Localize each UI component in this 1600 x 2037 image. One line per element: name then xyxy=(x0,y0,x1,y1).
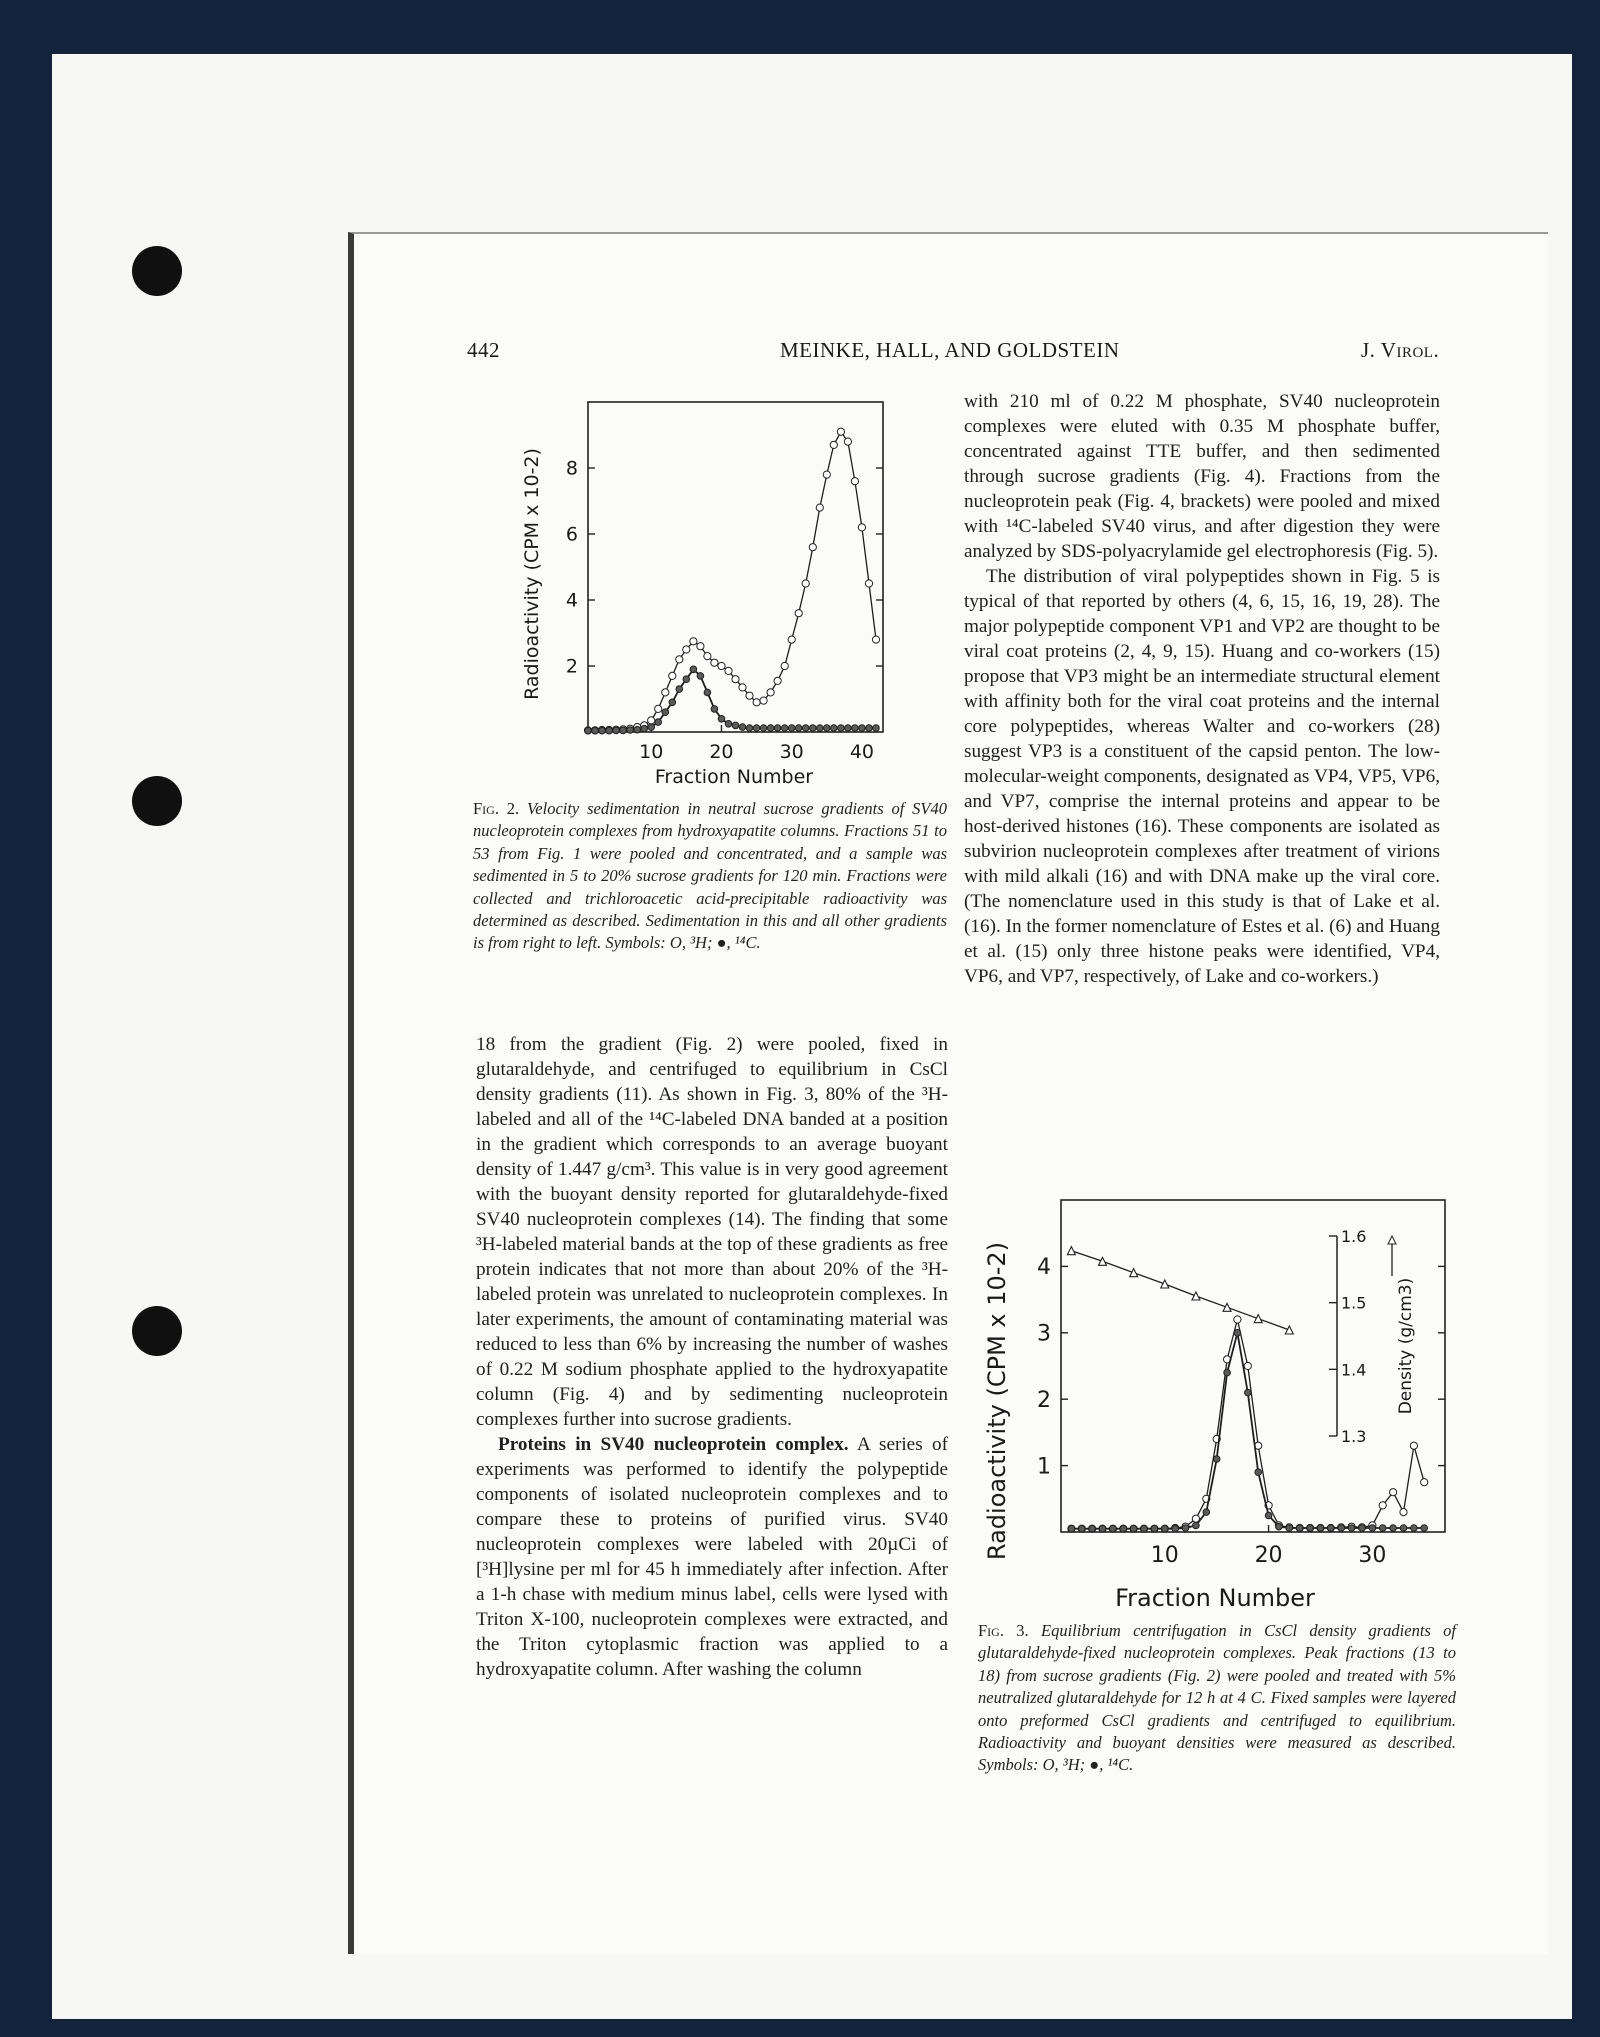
right-column xyxy=(964,389,1440,989)
data-point-14C xyxy=(718,716,725,723)
y-tick-label: 6 xyxy=(565,523,578,546)
data-point-14C xyxy=(739,724,746,731)
y-tick-label: 2 xyxy=(565,655,578,678)
data-point-14C xyxy=(859,725,866,732)
data-point-14C xyxy=(1130,1525,1137,1532)
data-point-14C xyxy=(1182,1525,1189,1532)
data-point-14C xyxy=(1141,1525,1148,1532)
data-point-14C xyxy=(753,725,760,732)
data-point-14C xyxy=(810,725,817,732)
fig3-xlabel: Fraction Number xyxy=(1115,1584,1315,1612)
data-point-14C xyxy=(1151,1525,1158,1532)
data-point-3H xyxy=(1390,1489,1397,1496)
data-point-14C xyxy=(1213,1456,1220,1463)
data-point-14C xyxy=(648,724,655,731)
data-point-3H xyxy=(746,692,753,699)
data-point-3H xyxy=(802,580,809,587)
data-point-3H xyxy=(669,672,676,679)
data-point-3H xyxy=(781,662,788,669)
series-line-3H xyxy=(1071,1320,1424,1529)
data-point-14C xyxy=(1162,1525,1169,1532)
data-point-14C xyxy=(1369,1525,1376,1532)
data-point-14C xyxy=(634,726,641,733)
fig2-caption xyxy=(473,798,947,955)
data-point-3H xyxy=(655,705,662,712)
data-point-14C xyxy=(1099,1525,1106,1532)
data-point-density xyxy=(1192,1292,1200,1300)
data-point-14C xyxy=(1359,1525,1366,1532)
density-tick-label: 1.6 xyxy=(1341,1227,1367,1246)
x-tick-label: 40 xyxy=(849,741,875,763)
data-point-density xyxy=(1254,1315,1262,1323)
x-tick-label: 30 xyxy=(779,741,804,763)
data-point-3H xyxy=(718,662,725,669)
fig3-caption-text: Equilibrium centrifugation in CsCl density gradients of glutaraldehyde-fixed nucleoprotein complexes. Peak fractions (13 to 18) from sucrose gradients (Fig. 2) were pooled and treated with 5% neutralized glutaraldehyde for 12 h at 4 C. Fixed samples were layered onto preformed CsCl gradients and centrifuged to equilibrium. Radioactivity and buoyant densities were measured as described. Symbols: O, ³H; ●, ¹⁴C. xyxy=(978,1621,1457,1775)
density-tick-label: 1.5 xyxy=(1341,1293,1367,1313)
data-point-14C xyxy=(641,725,648,732)
x-tick-label: 10 xyxy=(1150,1543,1179,1568)
x-tick-label: 10 xyxy=(639,741,664,763)
left-column xyxy=(476,1032,948,1682)
data-point-3H xyxy=(753,699,760,706)
punch-hole xyxy=(132,776,182,826)
left-paragraph-1: 18 from the gradient (Fig. 2) were pooled, fixed in glutaraldehyde, and centrifuged to equilibrium in CsCl density gradients (11). As shown in Fig. 3, 80% of the ³H-labeled and all of the ¹⁴C-labeled DNA banded at a position in the gradient which corresponds to an average buoyant density of 1.447 g/cm³. This value is in very good agreement with the buoyant density reported for glutaraldehyde-fixed SV40 nucleoprotein complexes (14). The finding that some ³H-labeled material bands at the top of these gradients as free protein indicates that not more than about 20% of the ³H-labeled protein was unrelated to nucleoprotein complexes. In later experiments, the amount of contaminating material was reduced to less than 6% by increasing the number of washes of 0.22 M sodium phosphate applied to the hydroxyapatite column (Fig. 4) and by sedimenting nucleoprotein complexes further into sucrose gradients. xyxy=(476,1034,948,1430)
x-tick-label: 20 xyxy=(709,741,734,763)
data-point-14C xyxy=(1411,1525,1418,1532)
y-tick-label: 4 xyxy=(565,589,578,612)
density-tick-label: 1.3 xyxy=(1341,1427,1367,1446)
right-paragraph-1: with 210 ml of 0.22 M phosphate, SV40 nucleoprotein complexes were eluted with 0.35 M phosphate buffer, concentrated against TTE buffer, and then sedimented through sucrose gradients (Fig. 4). Fractions from the nucleoprotein peak (Fig. 4, brackets) were pooled and mixed with ¹⁴C-labeled SV40 virus, and after digestion they were analyzed by SDS-polyacrylamide gel electrophoresis (Fig. 5). xyxy=(964,391,1440,562)
fig2-caption-text: Velocity sedimentation in neutral sucrose gradients of SV40 nucleoprotein complexes from hydroxyapatite columns. Fractions 51 to 53 from Fig. 1 were pooled and concentrated, and a sample was sedimented in 5 to 20% sucrose gradients for 120 min. Fractions were collected and trichloroacetic acid-precipitable radioactivity was determined as described. Sedimentation in this and all other gradients is from right to left. Symbols: O, ³H; ●, ¹⁴C. xyxy=(473,799,947,953)
data-point-14C xyxy=(599,727,606,734)
data-point-14C xyxy=(1068,1525,1075,1532)
data-point-14C xyxy=(1286,1525,1293,1532)
data-point-14C xyxy=(704,689,711,696)
data-point-3H xyxy=(760,697,767,704)
density-tick-label: 1.4 xyxy=(1341,1360,1367,1380)
data-point-14C xyxy=(795,725,802,732)
page-number: 442 xyxy=(467,338,500,362)
fig2-xlabel: Fraction Number xyxy=(654,766,814,788)
punch-hole xyxy=(132,1306,182,1356)
data-point-3H xyxy=(1244,1362,1251,1369)
data-point-14C xyxy=(866,725,873,732)
data-point-3H xyxy=(697,643,704,650)
fig3-ylabel-right: Density (g/cm3) xyxy=(1396,1277,1416,1415)
y-tick-label: 2 xyxy=(1037,1387,1051,1413)
data-point-14C xyxy=(1307,1525,1314,1532)
data-point-14C xyxy=(1110,1525,1117,1532)
data-point-14C xyxy=(1276,1523,1283,1530)
data-point-3H xyxy=(809,544,816,551)
data-point-14C xyxy=(824,725,831,732)
data-point-14C xyxy=(1079,1525,1086,1532)
data-point-14C xyxy=(788,725,795,732)
data-point-3H xyxy=(851,478,858,485)
section-heading: Proteins in SV40 nucleoprotein complex. xyxy=(498,1434,849,1455)
data-point-14C xyxy=(1224,1369,1231,1376)
data-point-3H xyxy=(872,636,879,643)
fig3-chart xyxy=(975,1196,1455,1612)
data-point-3H xyxy=(795,610,802,617)
data-point-14C xyxy=(655,719,662,726)
data-point-14C xyxy=(585,727,592,734)
data-point-3H xyxy=(767,689,774,696)
data-point-3H xyxy=(732,676,739,683)
data-point-14C xyxy=(1255,1469,1262,1476)
left-paragraph-2: A series of experiments was performed to identify the polypeptide components of isolated nucleoprotein complexes and to compare these to proteins of purified virus. SV40 nucleoprotein complexes were labeled with 20µCi of [³H]lysine per ml for 45 h immediately after infection. After a 1-h chase with medium minus label, cells were lysed with Triton X-100, nucleoprotein complexes were extracted, and the Triton cytoplasmic fraction was applied to a hydroxyapatite column. After washing the column xyxy=(476,1434,948,1680)
fig3-ylabel: Radioactivity (CPM x 10-2) xyxy=(983,1241,1011,1561)
data-point-14C xyxy=(1245,1389,1252,1396)
data-point-density xyxy=(1067,1247,1075,1255)
data-point-14C xyxy=(831,725,838,732)
y-tick-label: 3 xyxy=(1037,1321,1051,1347)
data-point-14C xyxy=(1390,1525,1397,1532)
data-point-14C xyxy=(690,666,697,673)
data-point-3H xyxy=(648,717,655,724)
data-point-14C xyxy=(613,727,620,734)
data-point-14C xyxy=(1328,1525,1335,1532)
data-point-14C xyxy=(620,727,627,734)
data-point-14C xyxy=(1379,1525,1386,1532)
data-point-14C xyxy=(1317,1525,1324,1532)
data-point-14C xyxy=(606,727,613,734)
data-point-3H xyxy=(690,638,697,645)
journal-name: J. Virol. xyxy=(1361,338,1440,362)
y-tick-label: 4 xyxy=(1037,1255,1051,1281)
data-point-3H xyxy=(816,504,823,511)
x-tick-label: 20 xyxy=(1254,1543,1283,1568)
fig3-caption xyxy=(978,1620,1456,1777)
data-point-density xyxy=(1130,1269,1138,1277)
data-point-3H xyxy=(1421,1479,1428,1486)
data-point-3H xyxy=(865,580,872,587)
data-point-3H xyxy=(774,677,781,684)
data-point-14C xyxy=(1338,1525,1345,1532)
data-point-14C xyxy=(1193,1522,1200,1529)
data-point-3H xyxy=(788,636,795,643)
data-point-14C xyxy=(711,706,718,713)
fig2-ylabel: Radioactivity (CPM x 10-2) xyxy=(521,448,543,700)
y-tick-label: 8 xyxy=(565,457,578,480)
data-point-3H xyxy=(739,684,746,691)
fig2-chart xyxy=(520,394,900,804)
data-point-14C xyxy=(746,725,753,732)
data-point-14C xyxy=(838,725,845,732)
data-point-14C xyxy=(1120,1525,1127,1532)
series-line-3H xyxy=(588,432,876,731)
data-point-14C xyxy=(1348,1525,1355,1532)
data-point-density xyxy=(1161,1280,1169,1288)
data-point-3H xyxy=(676,656,683,663)
running-head: MEINKE, HALL, AND GOLDSTEIN xyxy=(780,338,1120,362)
data-point-3H xyxy=(837,428,844,435)
data-point-14C xyxy=(845,725,852,732)
data-point-14C xyxy=(1265,1512,1272,1519)
data-point-14C xyxy=(662,709,669,716)
data-point-3H xyxy=(823,471,830,478)
data-point-3H xyxy=(711,659,718,666)
data-point-14C xyxy=(1421,1525,1428,1532)
data-point-14C xyxy=(732,722,739,729)
data-point-14C xyxy=(669,699,676,706)
data-point-3H xyxy=(662,689,669,696)
data-point-3H xyxy=(683,646,690,653)
data-point-14C xyxy=(781,725,788,732)
data-point-14C xyxy=(1400,1525,1407,1532)
data-point-14C xyxy=(817,725,824,732)
data-point-14C xyxy=(592,727,599,734)
data-point-3H xyxy=(1400,1509,1407,1516)
data-point-14C xyxy=(1203,1509,1210,1516)
data-point-14C xyxy=(1172,1525,1179,1532)
data-point-density xyxy=(1223,1303,1231,1311)
data-point-14C xyxy=(676,686,683,693)
density-legend-marker xyxy=(1388,1236,1396,1244)
data-point-14C xyxy=(697,673,704,680)
data-point-density xyxy=(1099,1257,1107,1265)
plot-frame xyxy=(1061,1200,1445,1532)
fig2-caption-label: Fig. 2. xyxy=(473,799,520,818)
data-point-3H xyxy=(1379,1502,1386,1509)
data-point-3H xyxy=(858,524,865,531)
data-point-3H xyxy=(1234,1316,1241,1323)
data-point-14C xyxy=(873,725,880,732)
data-point-14C xyxy=(1234,1330,1241,1337)
data-point-14C xyxy=(852,725,859,732)
right-paragraph-2: The distribution of viral polypeptides shown in Fig. 5 is typical of that reported by others (4, 6, 15, 16, 19, 28). The major polypeptide component VP1 and VP2 are thought to be viral coat proteins (2, 4, 9, 15). Huang and co-workers (15) propose that VP3 might be an intermediate structural element with affinity both for the viral coat proteins and the internal core polypeptides, whereas Walter and co-workers (28) suggest VP3 is a constituent of the capsid penton. The low-molecular-weight components, designated as VP4, VP5, VP6, and VP7, comprise the internal proteins and appear to be host-derived histones (16). These components are isolated as subvirion nucleoprotein complexes after treatment of virions with mild alkali (16) and with DNA make up the viral core. (The nomenclature used in this study is that of Lake et al. (16). In the former nomenclature of Estes et al. (6) and Huang et al. (15) only three histone peaks were identified, VP4, VP6, and VP7, respectively, of Lake and co-workers.) xyxy=(964,566,1440,987)
data-point-14C xyxy=(802,725,809,732)
data-point-3H xyxy=(830,441,837,448)
data-point-3H xyxy=(844,438,851,445)
punch-hole xyxy=(132,246,182,296)
data-point-14C xyxy=(627,727,634,734)
data-point-3H xyxy=(1410,1442,1417,1449)
data-point-14C xyxy=(725,721,732,728)
data-point-3H xyxy=(725,667,732,674)
data-point-14C xyxy=(760,725,767,732)
data-point-14C xyxy=(774,725,781,732)
data-point-14C xyxy=(1296,1525,1303,1532)
x-tick-label: 30 xyxy=(1358,1543,1387,1568)
y-tick-label: 1 xyxy=(1037,1454,1051,1480)
data-point-14C xyxy=(683,676,690,683)
data-point-3H xyxy=(704,653,711,660)
fig3-caption-label: Fig. 3. xyxy=(978,1621,1029,1640)
data-point-14C xyxy=(1089,1525,1096,1532)
data-point-density xyxy=(1285,1326,1293,1334)
data-point-14C xyxy=(767,725,774,732)
